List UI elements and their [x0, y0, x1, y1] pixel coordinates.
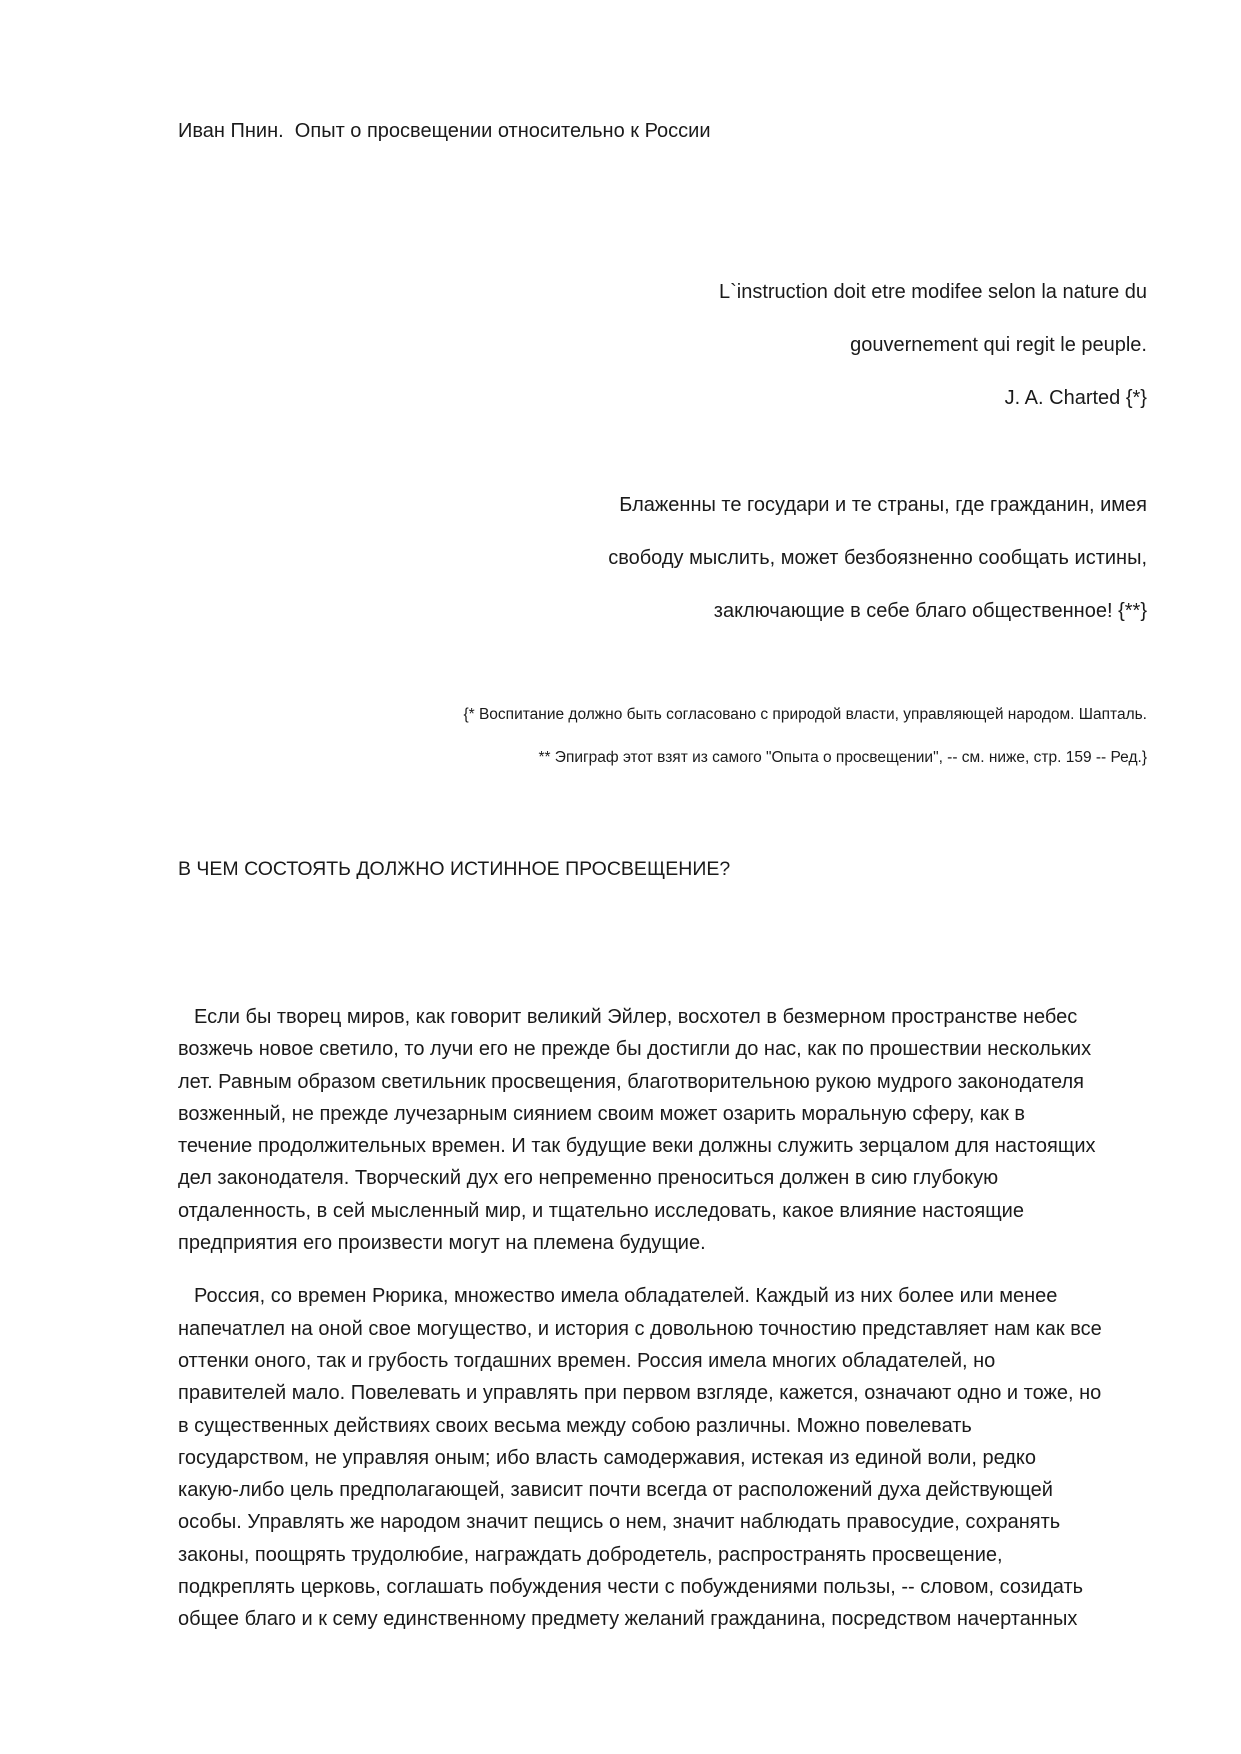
- epigraph-russian-line: заключающие в себе благо общественное! {**}: [713, 600, 1147, 622]
- epigraph-russian: [608, 479, 1147, 638]
- note-translation: {* Воспитание должно быть согласовано с природой власти, управляющей народом. Шапталь.: [463, 706, 1147, 723]
- note-editor: ** Эпиграф этот взят из самого "Опыта о просвещении", -- см. ниже, стр. 159 -- Ред.}: [538, 749, 1147, 766]
- document-title: Иван Пнин. Опыт о просвещении относительно к России: [178, 120, 711, 142]
- paragraph: Россия, со времен Рюрика, множество имела обладателей. Каждый из них более или менее напечатлел на оной свое могущество, и история с довольною точностию представляет нам как все оттенки оного, так и грубость тогдашних времен. Россия имела многих обладателей, но правителей мало. Повелевать и управлять при первом взгляде, кажется, означают одно и тоже, но в существенных действиях своих весьма между собою различны. Можно повелевать государством, не управляя оным; ибо власть самодержавия, истекая из единой воли, редко какую-либо цель предполагающей, зависит почти всегда от расположений духа действующей особы. Управлять же народом значит пещись о нем, значит наблюдать правосудие, сохранять законы, поощрять трудолюбие, награждать добродетель, распространять просвещение, подкреплять церковь, соглашать побуждения чести с побуждениями пользы, -- словом, созидать общее благо и к сему единственному предмету желаний гражданина, посредством начертанных: [178, 1285, 1102, 1631]
- paragraph: Если бы творец миров, как говорит великий Эйлер, восхотел в безмерном пространстве небес возжечь новое светило, то лучи его не прежде бы достигли до нас, как по прошествии нескольких лет. Равным образом светильник просвещения, благотворительною рукою мудрого законодателя возженный, не прежде лучезарным сиянием своим может озарить моральную сферу, как в течение продолжительных времен. И так будущие веки должны служить зерцалом для настоящих дел законодателя. Творческий дух его непременно преноситься должен в сию глубокую отдаленность, в сей мысленный мир, и тщательно исследовать, какое влияние настоящие предприятия его произвести могут на племена будущие.: [178, 1006, 1096, 1255]
- epigraph-french-line: gouvernement qui regit le peuple.: [850, 334, 1147, 356]
- epigraph-author: J. A. Charted {*}: [1004, 387, 1147, 409]
- epigraph-russian-line: свободу мыслить, может безбоязненно сообщать истины,: [608, 547, 1147, 569]
- epigraph-french-line: L`instruction doit etre modifee selon la nature du: [718, 281, 1147, 303]
- editorial-notes: [463, 693, 1147, 779]
- epigraph-russian-line: Блаженны те государи и те страны, где гражданин, имея: [619, 494, 1147, 516]
- section-heading: В ЧЕМ СОСТОЯТЬ ДОЛЖНО ИСТИННОЕ ПРОСВЕЩЕНИЕ?: [178, 858, 731, 880]
- epigraph-french: [719, 266, 1147, 425]
- body-text: [178, 1001, 1158, 1657]
